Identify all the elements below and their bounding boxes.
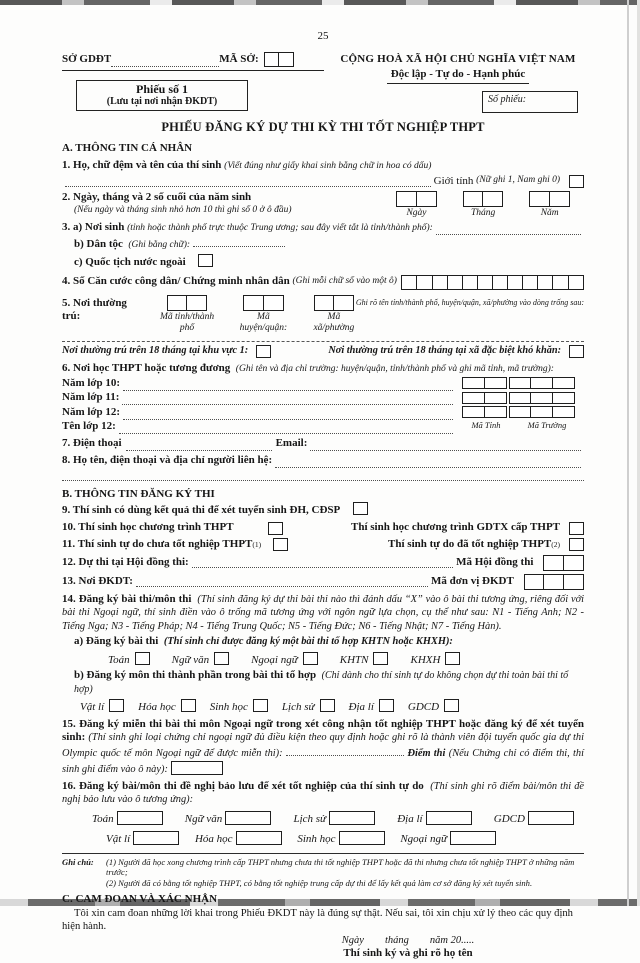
reserve-ngu-van-box[interactable]: [225, 811, 271, 825]
item-14: [62, 593, 584, 634]
form-copy-box: [76, 80, 248, 111]
certificate-write-line[interactable]: [286, 745, 404, 756]
ward-code-boxes[interactable]: [314, 295, 355, 311]
reserve-ngoai-ngu: Ngoại ngữ: [400, 831, 496, 847]
dept-code-boxes[interactable]: [264, 52, 295, 67]
exemption-score-label: Điểm thi: [407, 748, 446, 760]
school-code-grid: [456, 376, 584, 434]
school-code-col-label: Mã Trường: [527, 419, 567, 430]
item-14-note: (Thí sinh đăng ký dự thi bài thi nào thì đánh dấu “X” vào ô bài thi tương ứng, riêng đối với bài thi Ngoại ngữ, thí sinh điền vào ô trống mã tương ứng với ngôn ngữ lựa chọn, cụ thể như sau: N1 - Tiếng Anh; N2 - Tiếng Nga; N3 - Tiếng Pháp; N4 - Tiếng Trung Quốc; N5 - Tiếng Đức; N6 - Tiếng Nhật; N7 - Tiếng Hàn).: [62, 593, 584, 633]
item-5-label: 5. Nơi thường trú:: [62, 296, 127, 323]
serial-number-box[interactable]: Số phiếu:: [482, 91, 578, 113]
item-3c-label: c) Quốc tịch nước ngoài: [74, 255, 186, 268]
footnote-1: (1) Người đã học xong chương trình cấp THPT nhưng chưa thi tốt nghiệp THPT hoặc đã thi nhưng chưa tốt nghiệp THPT ở những năm trước;: [106, 856, 575, 878]
page-number: 25: [317, 30, 329, 42]
item-2-label: 2. Ngày, tháng và 2 số cuối của năm sinh: [62, 191, 252, 204]
subject-toan: Toán: [108, 652, 150, 668]
exemption-score-note: (Nếu Chứng chỉ có điểm thi, thí sinh ghi điểm vào ô này):: [62, 748, 584, 775]
registration-unit-code-label: Mã đơn vị ĐKDT: [430, 574, 514, 587]
residence-duration-row: [62, 345, 584, 358]
exemption-score-box[interactable]: [171, 761, 223, 775]
dept-write-line[interactable]: [111, 56, 219, 67]
section-a-heading: A. THÔNG TIN CÁ NHÂN: [62, 141, 193, 154]
subject-hoa-hoc: Hóa học: [138, 699, 196, 715]
grade10-school-boxes[interactable]: [509, 377, 575, 389]
item-3b-note: (Ghi bằng chữ):: [128, 239, 191, 250]
birth-month-boxes[interactable]: [463, 191, 504, 207]
class12-write-line[interactable]: [119, 423, 453, 434]
item-12: [62, 555, 584, 571]
item-14a-note: (Thí sinh chỉ được đăng ký một bài thi tổ hợp KHTN hoặc KHXH):: [163, 635, 453, 647]
ngoai-ngu-checkbox[interactable]: [303, 652, 318, 665]
item-10-left-label: 10. Thí sinh học chương trình THPT: [62, 521, 234, 534]
item-4-label: 4. Số Căn cước công dân/ Chứng minh nhân dân: [62, 275, 290, 288]
item-16-note: (Thí sinh ghi rõ điểm bài/môn thi đề nghị bảo lưu vào ô tương ứng):: [62, 780, 585, 806]
reserve-gdcd: GDCD: [494, 811, 574, 827]
gender-note: (Nữ ghi 1, Nam ghi 0): [476, 175, 560, 186]
gender-label: Giới tính: [433, 174, 474, 187]
grade10-province-boxes[interactable]: [462, 377, 507, 389]
signature-date-line: Ngày tháng năm 20.....: [341, 935, 475, 947]
section-c-heading: C. CAM ĐOAN VÀ XÁC NHẬN: [62, 892, 218, 905]
use-for-admission-checkbox[interactable]: [353, 502, 368, 515]
dept-code-label: MÃ SỞ:: [219, 53, 259, 65]
reserve-lich-su: Lịch sử: [293, 811, 375, 827]
item-10-right-label: Thí sinh học chương trình GDTX cấp THPT: [350, 521, 560, 534]
hardship-commune-label: Nơi thường trú trên 18 tháng tại xã đặc biệt khó khăn:: [328, 345, 561, 357]
birth-day-boxes[interactable]: [396, 191, 437, 207]
vat-li-checkbox[interactable]: [109, 699, 124, 712]
item-4-note: (Ghi mỗi chữ số vào một ô): [292, 276, 397, 287]
lich-su-checkbox[interactable]: [320, 699, 335, 712]
declaration-text: Tôi xin cam đoan những lời khai trong Phiếu ĐKDT này là đúng sự thật. Nếu sai, tôi xin chịu xử lý theo các quy định hiện hành.: [62, 907, 573, 932]
subject-vat-li: Vật lí: [80, 699, 124, 715]
signature-block: [258, 934, 558, 961]
birth-year-boxes[interactable]: [529, 191, 570, 207]
ngu-van-checkbox[interactable]: [214, 652, 229, 665]
grade11-province-boxes[interactable]: [462, 392, 507, 404]
component-subject-row: [80, 699, 584, 715]
birth-day-label: Ngày: [406, 208, 427, 219]
item-14b-label: b) Đăng ký môn thi thành phần trong bài thi tổ hợp: [74, 669, 317, 682]
item-5-note: Ghi rõ tên tỉnh/thành phố, huyện/quận, xã/phường vào dòng trống sau:: [355, 297, 584, 307]
item-1: [62, 159, 584, 189]
item-15-label: 15. Đăng ký miễn thi bài thi môn Ngoại ngữ trong xét công nhận tốt nghiệp THPT hoặc đăng ký để xét tuyển sinh:: [62, 717, 584, 744]
item-10: [62, 521, 584, 535]
reserve-dia-li-box[interactable]: [426, 811, 472, 825]
exam-council-code-label: Mã Hội đồng thi: [456, 555, 534, 568]
item-6-note: (Ghi tên và địa chỉ trường: huyện/quận, tỉnh/thành phố và ghi mã tỉnh, mã trường):: [235, 364, 554, 375]
item-11: [62, 538, 584, 552]
district-code-boxes[interactable]: [243, 295, 284, 311]
item-16: [62, 780, 584, 847]
grade12-province-boxes[interactable]: [462, 406, 507, 418]
item-6: [62, 362, 584, 434]
subject-dia-li: Địa lí: [349, 699, 394, 715]
reserve-dia-li: Địa lí: [397, 811, 471, 827]
item-3a-label: 3. a) Nơi sinh: [62, 221, 125, 234]
class12-label: Tên lớp 12:: [62, 420, 116, 433]
reserve-vat-li: Vật lí: [106, 831, 179, 847]
item-13: [62, 574, 584, 590]
zone1-label: Nơi thường trú trên 18 tháng tại khu vực 1:: [62, 345, 249, 357]
item-15-note: (Thí sinh ghi loại chứng chỉ ngoại ngữ đủ điều kiện theo quy định hoặc ghi rõ là thành viên đội tuyển quốc gia dự thi Olympic quốc tế môn Ngoại ngữ để được miễn thi):: [62, 732, 584, 760]
footnotes: [62, 857, 584, 889]
grade12-school-boxes[interactable]: [509, 406, 575, 418]
grade11-write-line[interactable]: [122, 394, 453, 405]
subject-ngu-van: Ngữ văn: [172, 652, 229, 668]
fullname-write-line[interactable]: [65, 176, 431, 187]
item-2-note: (Nếu ngày và tháng sinh nhỏ hơn 10 thì ghi số 0 ở ô đầu): [74, 205, 292, 215]
grade12-write-line[interactable]: [123, 409, 453, 420]
item-14b-note: (Chỉ dành cho thí sinh tự do không chọn dự thi toàn bài thi tổ hợp): [74, 670, 569, 696]
subject-sinh-hoc: Sinh học: [210, 699, 268, 715]
province-code-col-label: Mã Tỉnh: [471, 419, 501, 430]
reserve-gdcd-box[interactable]: [528, 811, 574, 825]
reserve-sinh-hoc: Sinh học: [297, 831, 384, 847]
item-11-footnote2-marker: (2): [551, 540, 560, 550]
section-b-heading: B. THÔNG TIN ĐĂNG KÝ THI: [62, 487, 215, 500]
reserve-score-row-1: [92, 811, 574, 827]
khxh-checkbox[interactable]: [445, 652, 460, 665]
form-copy-subtitle: (Lưu tại nơi nhận ĐKDT): [106, 96, 218, 108]
reserve-vat-li-box[interactable]: [133, 831, 179, 845]
khtn-checkbox[interactable]: [373, 652, 388, 665]
reserve-lich-su-box[interactable]: [329, 811, 375, 825]
gdcd-checkbox[interactable]: [444, 699, 459, 712]
foreign-nationality-checkbox[interactable]: [198, 254, 213, 267]
subject-khtn: KHTN: [340, 652, 389, 668]
form-copy-title: Phiếu số 1: [135, 81, 188, 96]
national-motto-line2: Độc lập - Tự do - Hạnh phúc: [387, 68, 529, 85]
subject-gdcd: GDCD: [408, 699, 459, 715]
ethnicity-write-line[interactable]: [193, 236, 285, 247]
form-title: PHIẾU ĐĂNG KÝ DỰ THI KỲ THI TỐT NGHIỆP THPT: [161, 120, 485, 135]
grade11-school-boxes[interactable]: [509, 392, 575, 404]
national-id-boxes[interactable]: [401, 275, 584, 290]
residence-code-groups: [159, 295, 356, 336]
reserve-hoa-hoc: Hóa học: [195, 831, 282, 847]
item-11-right-label: Thí sinh tự do đã tốt nghiệp THPT: [388, 537, 552, 550]
item-7: [62, 437, 584, 451]
item-11-left-label: 11. Thí sinh tự do chưa tốt nghiệp THPT: [62, 537, 253, 550]
subject-ngoai-ngu: Ngoại ngữ: [251, 652, 318, 668]
district-code-label: Mã huyện/quận:: [239, 311, 288, 334]
contact-write-line-1[interactable]: [275, 457, 581, 468]
free-candidate-not-graduated-checkbox[interactable]: [273, 538, 288, 551]
residence-write-line[interactable]: [62, 341, 584, 342]
reserve-toan-box[interactable]: [117, 811, 163, 825]
grade10-write-line[interactable]: [123, 380, 453, 391]
province-code-boxes[interactable]: [167, 295, 208, 311]
item-15: [62, 718, 584, 777]
exam-selection-row: [108, 652, 584, 668]
footnote-divider: [62, 853, 584, 854]
item-3a-note: (tỉnh hoặc thành phố trực thuộc Trung ương; sau đây viết tắt là tỉnh/thành phố):: [127, 223, 433, 233]
free-candidate-graduated-checkbox[interactable]: [569, 538, 584, 551]
form-page: [0, 6, 640, 963]
item-16-label: 16. Đăng ký bài/môn thi đề nghị bảo lưu để xét tốt nghiệp của thí sinh tự do: [62, 779, 424, 792]
department-line: [62, 52, 324, 71]
item-2: [62, 191, 584, 220]
signature-instruction: Thí sinh ký và ghi rõ họ tên: [343, 947, 473, 960]
registration-unit-code-boxes[interactable]: [524, 574, 584, 590]
subject-lich-su: Lịch sử: [282, 699, 335, 715]
item-12-label: 12. Dự thi tại Hội đồng thi:: [62, 555, 189, 568]
phone-label: 7. Điện thoại: [62, 437, 122, 450]
contact-write-line-2[interactable]: [62, 468, 584, 481]
sinh-hoc-checkbox[interactable]: [253, 699, 268, 712]
grade12-label: Năm lớp 12:: [62, 405, 121, 418]
item-3: [62, 221, 584, 269]
dept-label: SỞ GDĐT: [62, 53, 112, 65]
item-9: [62, 502, 584, 518]
reserve-hoa-hoc-box[interactable]: [236, 831, 282, 845]
email-label: Email:: [275, 437, 308, 450]
toan-checkbox[interactable]: [135, 652, 150, 665]
grade11-label: Năm lớp 11:: [62, 391, 120, 404]
national-motto-line1: CỘNG HOÀ XÃ HỘI CHỦ NGHĨA VIỆT NAM: [340, 52, 576, 65]
reserve-score-row-2: [106, 831, 496, 847]
gdtx-program-checkbox[interactable]: [569, 522, 584, 535]
item-11-footnote1-marker: (1): [252, 540, 262, 550]
item-8: [62, 454, 584, 481]
item-13-label: 13. Nơi ĐKDT:: [62, 574, 133, 587]
form-header: [62, 52, 584, 114]
footnotes-label: Ghi chú:: [62, 856, 94, 867]
registration-place-write-line[interactable]: [136, 576, 428, 587]
reserve-sinh-hoc-box[interactable]: [339, 831, 385, 845]
gender-checkbox[interactable]: [569, 175, 584, 188]
item-14-label: 14. Đăng ký bài thi/môn thi: [62, 592, 192, 605]
grade10-label: Năm lớp 10:: [62, 376, 121, 389]
subject-khxh: KHXH: [410, 652, 460, 668]
hardship-commune-checkbox[interactable]: [569, 345, 584, 358]
item-4: [62, 275, 584, 290]
item-9-label: 9. Thí sinh có dùng kết quả thi để xét tuyển sinh ĐH, CĐSP: [62, 504, 341, 517]
ward-code-label: Mã xã/phường: [313, 311, 355, 334]
hoa-hoc-checkbox[interactable]: [181, 699, 196, 712]
reserve-ngu-van: Ngữ văn: [185, 811, 271, 827]
exam-council-code-boxes[interactable]: [543, 555, 584, 571]
footnote-2: (2) Người đã có bằng tốt nghiệp THPT, có bằng tốt nghiệp trung cấp dự thi để lấy kết quả làm cơ sở đăng ký xét tuyển sinh.: [106, 878, 533, 889]
dia-li-checkbox[interactable]: [379, 699, 394, 712]
item-5: [62, 295, 584, 336]
item-6-label: 6. Nơi học THPT hoặc tương đương: [62, 362, 231, 375]
item-3b-label: b) Dân tộc: [74, 237, 123, 250]
birthplace-write-line[interactable]: [436, 224, 581, 235]
thpt-program-checkbox[interactable]: [268, 522, 283, 535]
birthdate-boxes: [396, 191, 584, 220]
zone1-checkbox[interactable]: [256, 345, 271, 358]
reserve-ngoai-ngu-box[interactable]: [450, 831, 496, 845]
reserve-toan: Toán: [92, 811, 163, 827]
birth-year-label: Năm: [540, 208, 559, 219]
item-1-note: (Viết đúng như giấy khai sinh bằng chữ in hoa có dấu): [224, 160, 432, 171]
province-code-label: Mã tỉnh/thành phố: [160, 311, 215, 334]
birth-month-label: Tháng: [470, 208, 496, 219]
item-14a-label: a) Đăng ký bài thi: [74, 634, 159, 647]
item-1-label: 1. Họ, chữ đệm và tên của thí sinh: [62, 158, 222, 171]
phone-write-line[interactable]: [126, 440, 272, 451]
exam-council-write-line[interactable]: [192, 557, 453, 568]
scan-artifact-top: [0, 0, 640, 5]
email-write-line[interactable]: [310, 440, 581, 451]
item-8-label: 8. Họ tên, điện thoại và địa chỉ người liên hệ:: [62, 453, 273, 466]
